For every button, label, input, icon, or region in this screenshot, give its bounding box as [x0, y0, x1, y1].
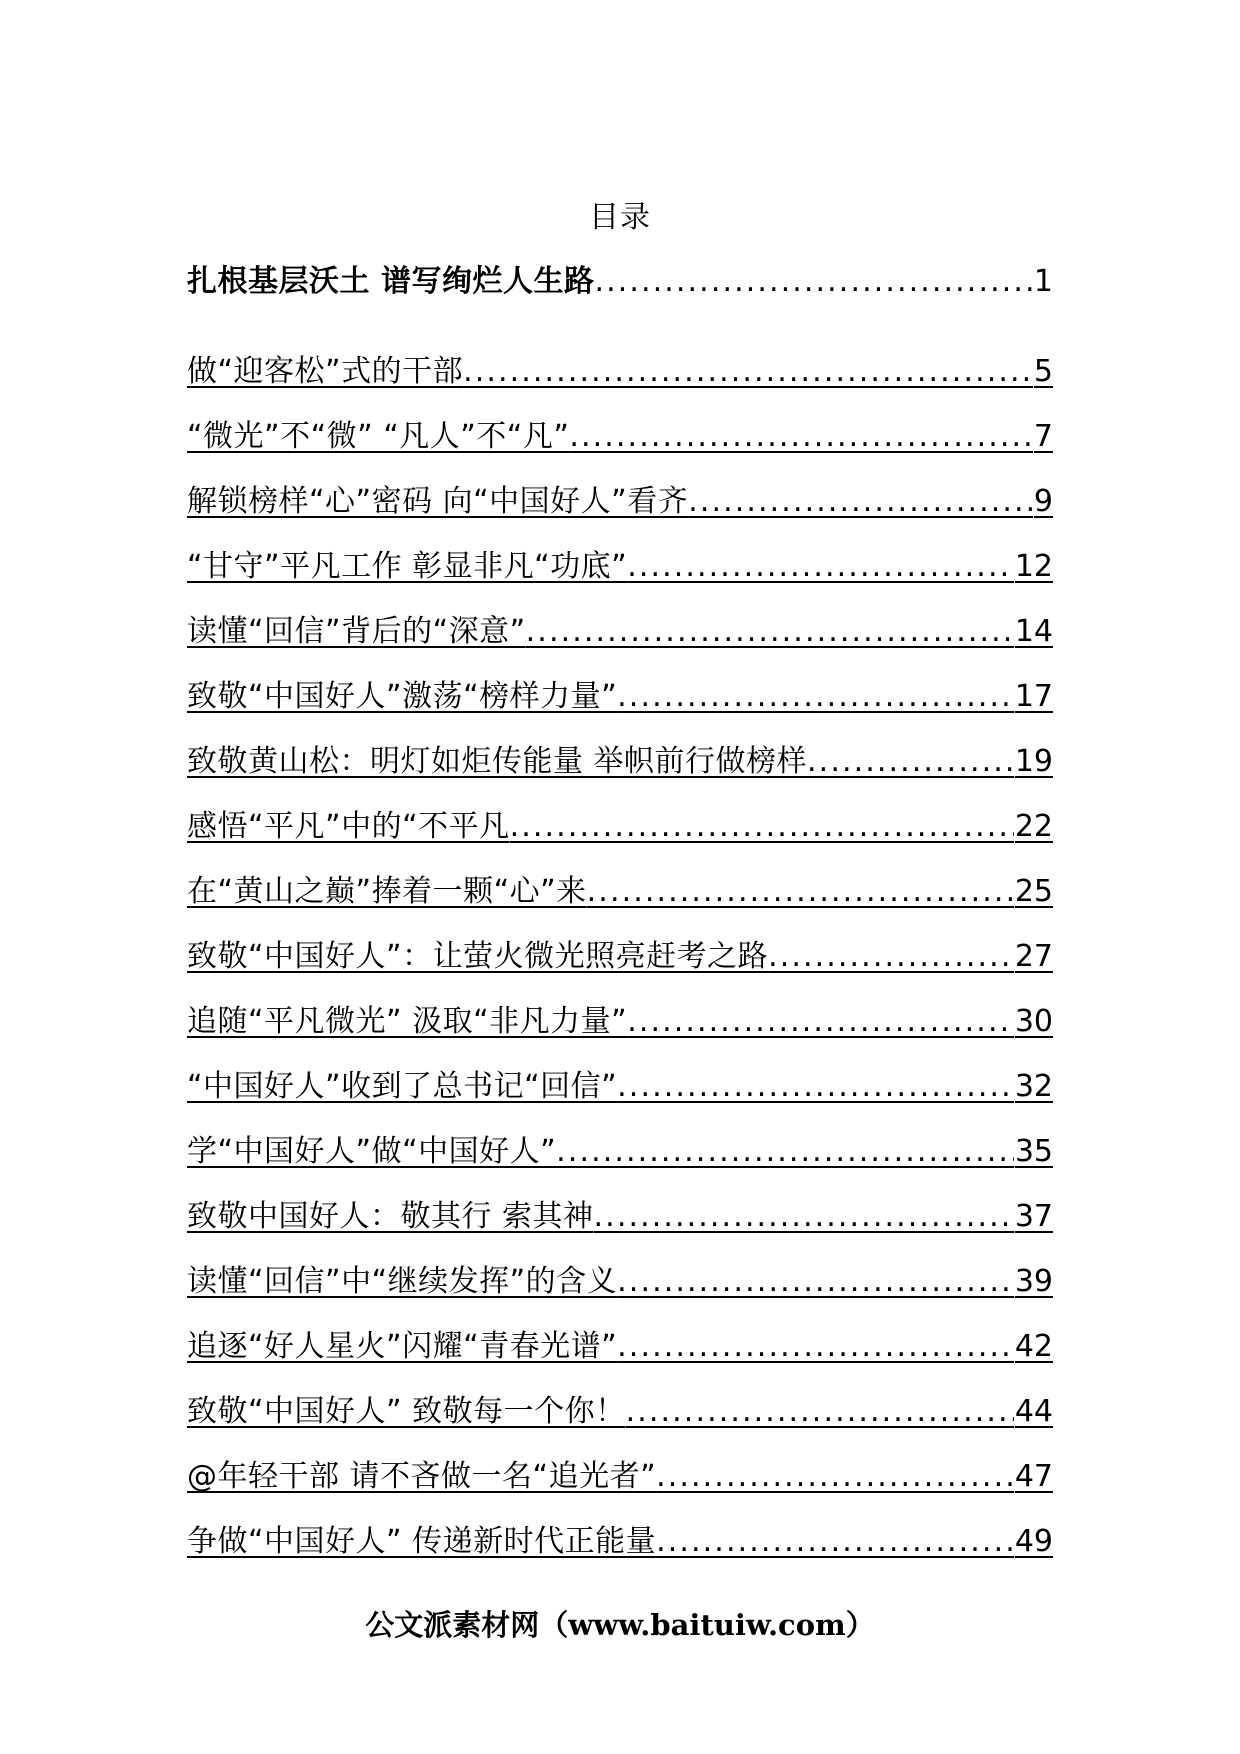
toc-entry[interactable]	[187, 1107, 1053, 1172]
toc-entry-page: 19	[1014, 744, 1053, 779]
toc-entry-link[interactable]	[187, 1262, 1053, 1302]
toc-entry-link[interactable]	[187, 1327, 1053, 1367]
toc-entry-title: 做“迎客松”式的干部	[187, 354, 464, 389]
toc-entry-page: 25	[1014, 874, 1053, 909]
toc-entry-page: 17	[1014, 679, 1053, 714]
toc-entry-title: “微光”不“微” “凡人”不“凡”	[187, 419, 570, 454]
toc-entry[interactable]	[187, 1432, 1053, 1497]
toc-entry[interactable]	[187, 847, 1053, 912]
toc-entry[interactable]	[187, 1302, 1053, 1367]
toc-leader-dots	[594, 262, 1032, 302]
toc-entry-page: 22	[1014, 809, 1053, 844]
toc-entry-page: 27	[1014, 939, 1053, 974]
toc-entry[interactable]	[187, 717, 1053, 782]
toc-entry-title: @年轻干部 请不吝做一名“追光者”	[187, 1459, 657, 1494]
toc-entry-page: 1	[1033, 264, 1053, 299]
toc-entry-page: 39	[1014, 1264, 1053, 1299]
toc-entry-page: 35	[1014, 1134, 1053, 1169]
toc-entry[interactable]	[187, 327, 1053, 392]
toc-leader-dots	[463, 352, 1033, 392]
toc-leader-dots	[807, 742, 1014, 782]
toc-leader-dots	[556, 1132, 1014, 1172]
toc-leader-dots	[617, 1262, 1014, 1302]
toc-entry[interactable]	[187, 977, 1053, 1042]
toc-entry-page: 12	[1014, 549, 1053, 584]
toc-leader-dots	[626, 1392, 1014, 1432]
toc-entry-title: 争做“中国好人” 传递新时代正能量	[187, 1524, 657, 1559]
toc-entry[interactable]	[187, 1497, 1053, 1562]
toc-entry-title: 读懂“回信”背后的“深意”	[187, 614, 526, 649]
toc-entry[interactable]	[187, 587, 1053, 652]
toc-entry-title: 在“黄山之巅”捧着一颗“心”来	[187, 874, 587, 909]
toc-leader-dots	[656, 1457, 1014, 1497]
toc-entry-title: 致敬“中国好人” 致敬每一个你！	[187, 1394, 626, 1429]
toc-entry-title: 致敬“中国好人”：让萤火微光照亮赶考之路	[187, 939, 769, 974]
toc-entry-title: “中国好人”收到了总书记“回信”	[187, 1069, 618, 1104]
toc-leader-dots	[526, 612, 1014, 652]
toc-entry-link[interactable]	[187, 612, 1053, 652]
toc-entry-page: 5	[1033, 354, 1053, 389]
toc-entry-page: 32	[1014, 1069, 1053, 1104]
toc-leader-dots	[627, 547, 1014, 587]
toc-entry[interactable]	[187, 652, 1053, 717]
toc-leader-dots	[510, 807, 1014, 847]
toc-entry-link[interactable]	[187, 1002, 1053, 1042]
toc-entry-page: 14	[1014, 614, 1053, 649]
toc-entry[interactable]	[187, 1367, 1053, 1432]
toc-leader-dots	[587, 872, 1014, 912]
toc-leader-dots	[656, 1522, 1014, 1562]
toc-leader-dots	[688, 482, 1033, 522]
toc-heading: 目录	[589, 200, 651, 235]
toc-entry-page: 30	[1014, 1004, 1053, 1039]
toc-entry[interactable]	[187, 912, 1053, 977]
toc-entry-title: 学“中国好人”做“中国好人”	[187, 1134, 557, 1169]
toc-entry[interactable]	[187, 1237, 1053, 1302]
toc-leader-dots	[768, 937, 1014, 977]
table-of-contents	[187, 262, 1053, 1562]
toc-entry[interactable]	[187, 457, 1053, 522]
toc-entry-link[interactable]	[187, 1457, 1053, 1497]
toc-entry-link[interactable]	[187, 807, 1053, 847]
toc-entry-link[interactable]	[187, 742, 1053, 782]
toc-entry-page: 49	[1014, 1524, 1053, 1559]
toc-entry-link[interactable]	[187, 872, 1053, 912]
toc-entry-page: 42	[1014, 1329, 1053, 1364]
toc-entry-page: 7	[1033, 419, 1053, 454]
toc-entry-page: 37	[1014, 1199, 1053, 1234]
toc-entry[interactable]	[187, 782, 1053, 847]
toc-entry-link[interactable]	[187, 262, 1053, 302]
toc-entry-link[interactable]	[187, 937, 1053, 977]
toc-entry[interactable]	[187, 392, 1053, 457]
toc-entry-link[interactable]	[187, 1197, 1053, 1237]
toc-entry[interactable]	[187, 522, 1053, 587]
toc-entry-link[interactable]	[187, 1067, 1053, 1107]
toc-entry-page: 44	[1014, 1394, 1053, 1429]
toc-entry-title: 致敬中国好人：敬其行 索其神	[187, 1199, 594, 1234]
toc-entry-link[interactable]	[187, 547, 1053, 587]
toc-entry-link[interactable]	[187, 1522, 1053, 1562]
toc-leader-dots	[569, 417, 1033, 457]
toc-leader-dots	[627, 1002, 1014, 1042]
toc-entry-link[interactable]	[187, 417, 1053, 457]
toc-entry-title: 追随“平凡微光” 汲取“非凡力量”	[187, 1004, 628, 1039]
toc-entry-title: “甘守”平凡工作 彰显非凡“功底”	[187, 549, 628, 584]
toc-entry[interactable]	[187, 1042, 1053, 1107]
toc-entry-link[interactable]	[187, 482, 1053, 522]
toc-entry-link[interactable]	[187, 677, 1053, 717]
toc-entry-title: 扎根基层沃土 谱写绚烂人生路	[187, 264, 595, 299]
toc-entry-title: 致敬“中国好人”激荡“榜样力量”	[187, 679, 618, 714]
toc-leader-dots	[617, 677, 1014, 717]
toc-leader-dots	[617, 1327, 1014, 1367]
toc-entry[interactable]	[187, 1172, 1053, 1237]
toc-entry-title: 追逐“好人星火”闪耀“青春光谱”	[187, 1329, 618, 1364]
toc-entry-page: 47	[1014, 1459, 1053, 1494]
toc-entry-page: 9	[1033, 484, 1053, 519]
toc-entry-title: 解锁榜样“心”密码 向“中国好人”看齐	[187, 484, 689, 519]
toc-entry[interactable]	[187, 262, 1053, 302]
toc-entry-link[interactable]	[187, 1392, 1053, 1432]
toc-leader-dots	[594, 1197, 1014, 1237]
toc-leader-dots	[617, 1067, 1014, 1107]
toc-entry-link[interactable]	[187, 352, 1053, 392]
toc-entry-title: 感悟“平凡”中的“不平凡	[187, 809, 510, 844]
toc-entry-link[interactable]	[187, 1132, 1053, 1172]
toc-entry-title: 致敬黄山松：明灯如炬传能量 举帜前行做榜样	[187, 744, 808, 779]
footer-source: 公文派素材网（www.baituiw.com）	[365, 1608, 875, 1642]
toc-entry-title: 读懂“回信”中“继续发挥”的含义	[187, 1264, 618, 1299]
